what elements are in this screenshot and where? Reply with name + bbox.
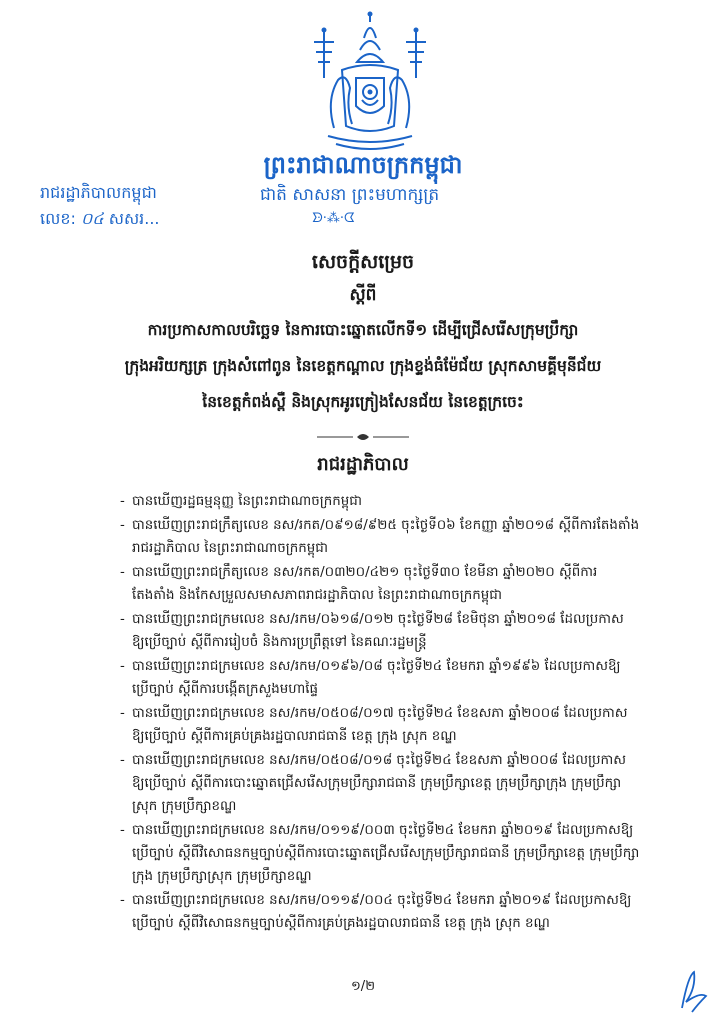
decision-heading: សេចក្តីសម្រេច <box>311 251 415 273</box>
list-item-line: បានឃើញព្រះរាជក្រមលេខ នស/រកម/០៥០៨/០១៨ ចុះថ្ងៃទី២៤ ខែឧសភា ឆ្នាំ២០០៨ ដែលប្រកាស <box>132 753 627 768</box>
list-item-line: ឱ្យប្រើច្បាប់ ស្តីពីការបោះឆ្នោតជ្រើសរើសក្រុមប្រឹក្សារាជធានី ក្រុមប្រឹក្សាខេត្ត ក្រុមប្រឹក្សាក្រុង ក្រុមប្រឹក្សា <box>132 776 622 791</box>
issuing-authority: រាជរដ្ឋាភិបាលកម្ពុជា <box>40 183 157 202</box>
bullet-dash: - <box>120 753 125 768</box>
list-item <box>120 490 700 513</box>
list-item <box>120 889 700 935</box>
list-item <box>120 819 700 888</box>
document-number-label: លេខ: <box>40 209 76 228</box>
concerning-heading: ស្តីពី <box>349 285 377 305</box>
ornamental-divider <box>313 431 413 443</box>
list-item <box>120 749 700 818</box>
bullet-dash: - <box>120 706 125 721</box>
initial-signature-icon <box>672 968 712 1014</box>
list-item <box>120 702 700 748</box>
list-item-line: រាជរដ្ឋាភិបាល នៃព្រះរាជាណាចក្រកម្ពុជា <box>132 541 328 556</box>
kingdom-name: ព្រះរាជាណាចក្រកម្ពុជា <box>263 151 463 179</box>
list-item-line: ក្រុង ក្រុមប្រឹក្សាស្រុក ក្រុមប្រឹក្សាខណ្ឌ <box>132 869 312 884</box>
bullet-dash: - <box>120 823 125 838</box>
list-item-line: បានឃើញព្រះរាជក្រមលេខ នស/រកម/០៦១៨/០១២ ចុះថ្ងៃទី២៨ ខែមិថុនា ឆ្នាំ២០១៨ ដែលប្រកាស <box>132 612 624 627</box>
list-item-line: បានឃើញរដ្ឋធម្មនុញ្ញ នៃព្រះរាជាណាចក្រកម្ពុជា <box>132 494 362 509</box>
list-item-line: ស្រុក ក្រុមប្រឹក្សាខណ្ឌ <box>132 799 237 814</box>
list-item-line: តែងតាំង និងកែសម្រួលសមាសភាពរាជរដ្ឋាភិបាល នៃព្រះរាជាណាចក្រកម្ពុជា <box>132 588 502 603</box>
list-item-line: បានឃើញព្រះរាជក្រមលេខ នស/រកម/០១៩៦/០៨ ចុះថ្ងៃទី២៤ ខែមករា ឆ្នាំ១៩៩៦ ដែលប្រកាសឱ្យ <box>132 659 621 674</box>
list-item-line: បានឃើញព្រះរាជក្រមលេខ នស/រកម/០៥០៨/០១៧ ចុះថ្ងៃទី២៤ ខែឧសភា ឆ្នាំ២០០៨ ដែលប្រកាស <box>132 706 628 721</box>
list-item-line: ប្រើច្បាប់ ស្តីពីវិសោធនកម្មច្បាប់ស្តីពីការគ្រប់គ្រងរដ្ឋបាលរាជធានី ខេត្ត ក្រុង ស្រុក ខណ្ឌ <box>132 916 550 931</box>
list-item <box>120 608 700 654</box>
list-item <box>120 655 700 701</box>
royal-crest-icon <box>300 8 440 158</box>
title-line-2: ក្រុងអរិយក្សត្រ ក្រុងសំពៅពូន នៃខេត្តកណ្តាល ក្រុងខ្ទង់ធំម៉ែជ័យ ស្រុកសាមគ្គីមុនីជ័យ <box>124 357 602 375</box>
bullet-dash: - <box>120 612 125 627</box>
list-item <box>120 514 700 560</box>
title-line-3: នៃខេត្តកំពង់ស្ពឺ និងស្រុកអូរក្រៀងសែនជ័យ នៃខេត្តក្រចេះ <box>202 393 524 411</box>
list-item-line: បានឃើញព្រះរាជក្រឹត្យលេខ នស/រកត/០៩១៨/៩២៥ ចុះថ្ងៃទី០៦ ខែកញ្ញា ឆ្នាំ២០១៨ ស្តីពីការតែងតាំង <box>132 518 640 533</box>
list-item <box>120 561 700 607</box>
page-number: ១/២ <box>350 979 376 994</box>
list-item-line: ឱ្យប្រើច្បាប់ ស្តីពីការគ្រប់គ្រងរដ្ឋបាលរាជធានី ខេត្ត ក្រុង ស្រុក ខណ្ឌ <box>132 729 457 744</box>
title-line-1: ការប្រកាសកាលបរិច្ឆេទ នៃការបោះឆ្នោតលើកទី១ ដើម្បីជ្រើសរើសក្រុមប្រឹក្សា <box>147 321 579 339</box>
document-number-value: ០៤ <box>80 209 109 228</box>
bullet-dash: - <box>120 565 125 580</box>
national-motto: ជាតិ សាសនា ព្រះមហាក្សត្រ <box>260 185 440 205</box>
list-item-line: បានឃើញព្រះរាជក្រមលេខ នស/រកម/០១១៩/០០៣ ចុះថ្ងៃទី២៤ ខែមករា ឆ្នាំ២០១៩ ដែលប្រកាសឱ្យ <box>132 823 634 838</box>
document-number <box>40 208 160 232</box>
ornament-flourish: ᗦ·⁂·ᗧ <box>312 211 355 226</box>
bullet-dash: - <box>120 893 125 908</box>
list-item-line: បានឃើញព្រះរាជក្រឹត្យលេខ នស/រកត/០៣២០/៤២១ ចុះថ្ងៃទី៣០ ខែមីនា ឆ្នាំ២០២០ ស្តីពីការ <box>132 565 598 580</box>
bullet-dash: - <box>120 659 125 674</box>
list-item-line: ប្រើច្បាប់ ស្តីពីការបង្កើតក្រសួងមហាផ្ទៃ <box>132 682 319 697</box>
bullet-dash: - <box>120 518 125 533</box>
list-item-line: បានឃើញព្រះរាជក្រមលេខ នស/រកម/០១១៩/០០៤ ចុះថ្ងៃទី២៤ ខែមករា ឆ្នាំ២០១៩ ដែលប្រកាសឱ្យ <box>132 893 632 908</box>
list-item-line: ប្រើច្បាប់ ស្តីពីវិសោធនកម្មច្បាប់ស្តីពីការបោះឆ្នោតជ្រើសរើសក្រុមប្រឹក្សារាជធានី ក្រុមប្រឹក្សាខេត្ត ក្រុមប្រឹក្សា <box>132 846 640 861</box>
authority-heading: រាជរដ្ឋាភិបាល <box>317 454 409 475</box>
document-number-suffix: សសរ... <box>108 209 160 228</box>
legal-basis-list <box>120 490 700 936</box>
list-item-line: ឱ្យប្រើច្បាប់ ស្តីពីការរៀបចំ និងការប្រព្រឹត្តទៅ នៃគណៈរដ្ឋមន្ត្រី <box>132 635 427 650</box>
bullet-dash: - <box>120 494 125 509</box>
